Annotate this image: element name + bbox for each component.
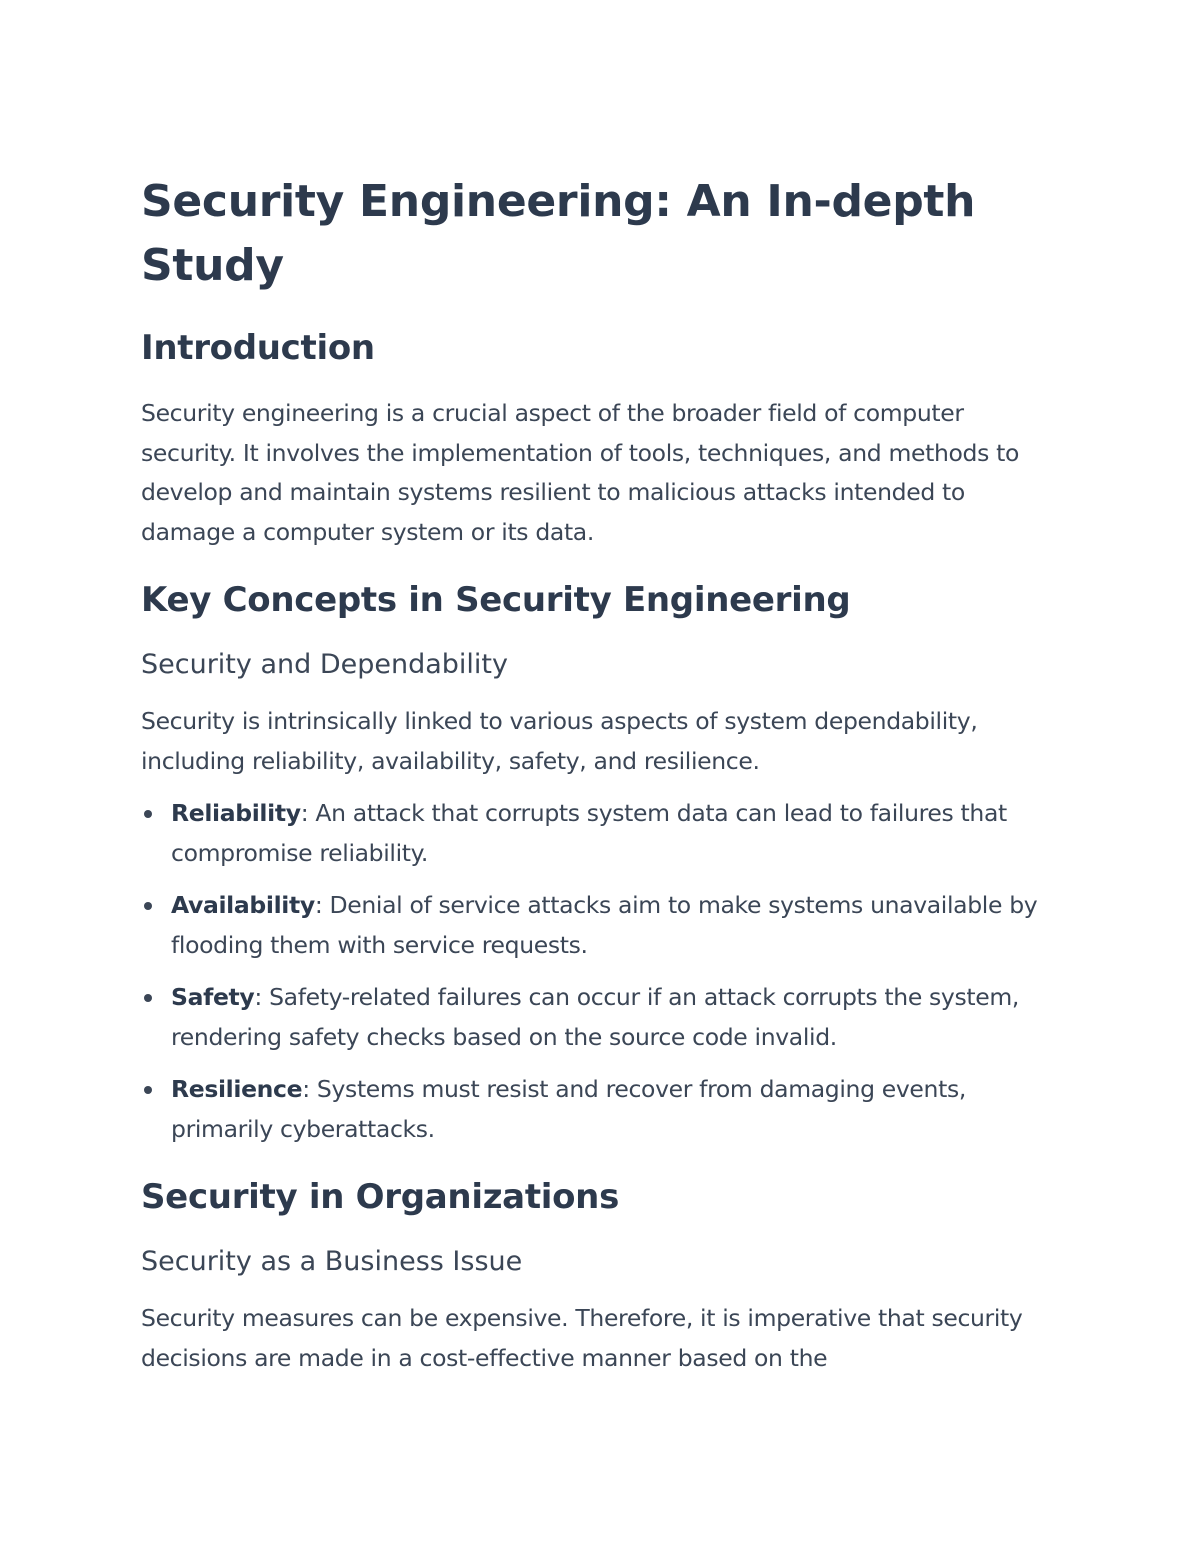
bullet-dot-icon <box>144 902 152 910</box>
list-item-resilience <box>141 1069 1060 1149</box>
list-item-text: : Safety-related failures can occur if an attack corrupts the system, rendering safety checks based on the source code invalid. <box>171 983 1020 1051</box>
list-item-text: : Systems must resist and recover from damaging events, primarily cyberattacks. <box>171 1075 966 1143</box>
list-item-reliability <box>141 793 1060 873</box>
introduction-heading: Introduction <box>141 328 375 368</box>
introduction-paragraph: Security engineering is a crucial aspect of the broader field of computer security. It involves the implementation of tools, techniques, and methods to develop and maintain systems resilient to malicious attacks intended to damage a computer system or its data. <box>141 399 1020 546</box>
business-issue-heading: Security as a Business Issue <box>141 1246 523 1277</box>
list-item-safety <box>141 977 1060 1057</box>
organizations-heading: Security in Organizations <box>141 1177 620 1217</box>
list-item-term: Resilience <box>171 1075 303 1103</box>
list-item-term: Safety <box>171 983 255 1011</box>
list-item-text: : An attack that corrupts system data can lead to failures that compromise reliability. <box>171 799 1007 867</box>
dependability-list <box>141 793 1060 1149</box>
bullet-dot-icon <box>144 1086 152 1094</box>
list-item-availability <box>141 885 1060 965</box>
business-issue-paragraph: Security measures can be expensive. Therefore, it is imperative that security decisions are made in a cost-effective manner based on the <box>141 1304 1023 1372</box>
list-item-term: Availability <box>171 891 315 919</box>
list-item-text: : Denial of service attacks aim to make systems unavailable by flooding them with service requests. <box>171 891 1038 959</box>
security-dependability-heading: Security and Dependability <box>141 649 508 680</box>
bullet-dot-icon <box>144 994 152 1002</box>
key-concepts-heading: Key Concepts in Security Engineering <box>141 580 851 620</box>
security-dependability-paragraph: Security is intrinsically linked to various aspects of system dependability, including reliability, availability, safety, and resilience. <box>141 707 978 775</box>
bullet-dot-icon <box>144 810 152 818</box>
document-title: Security Engineering: An In-depth Study <box>141 176 976 291</box>
list-item-term: Reliability <box>171 799 301 827</box>
